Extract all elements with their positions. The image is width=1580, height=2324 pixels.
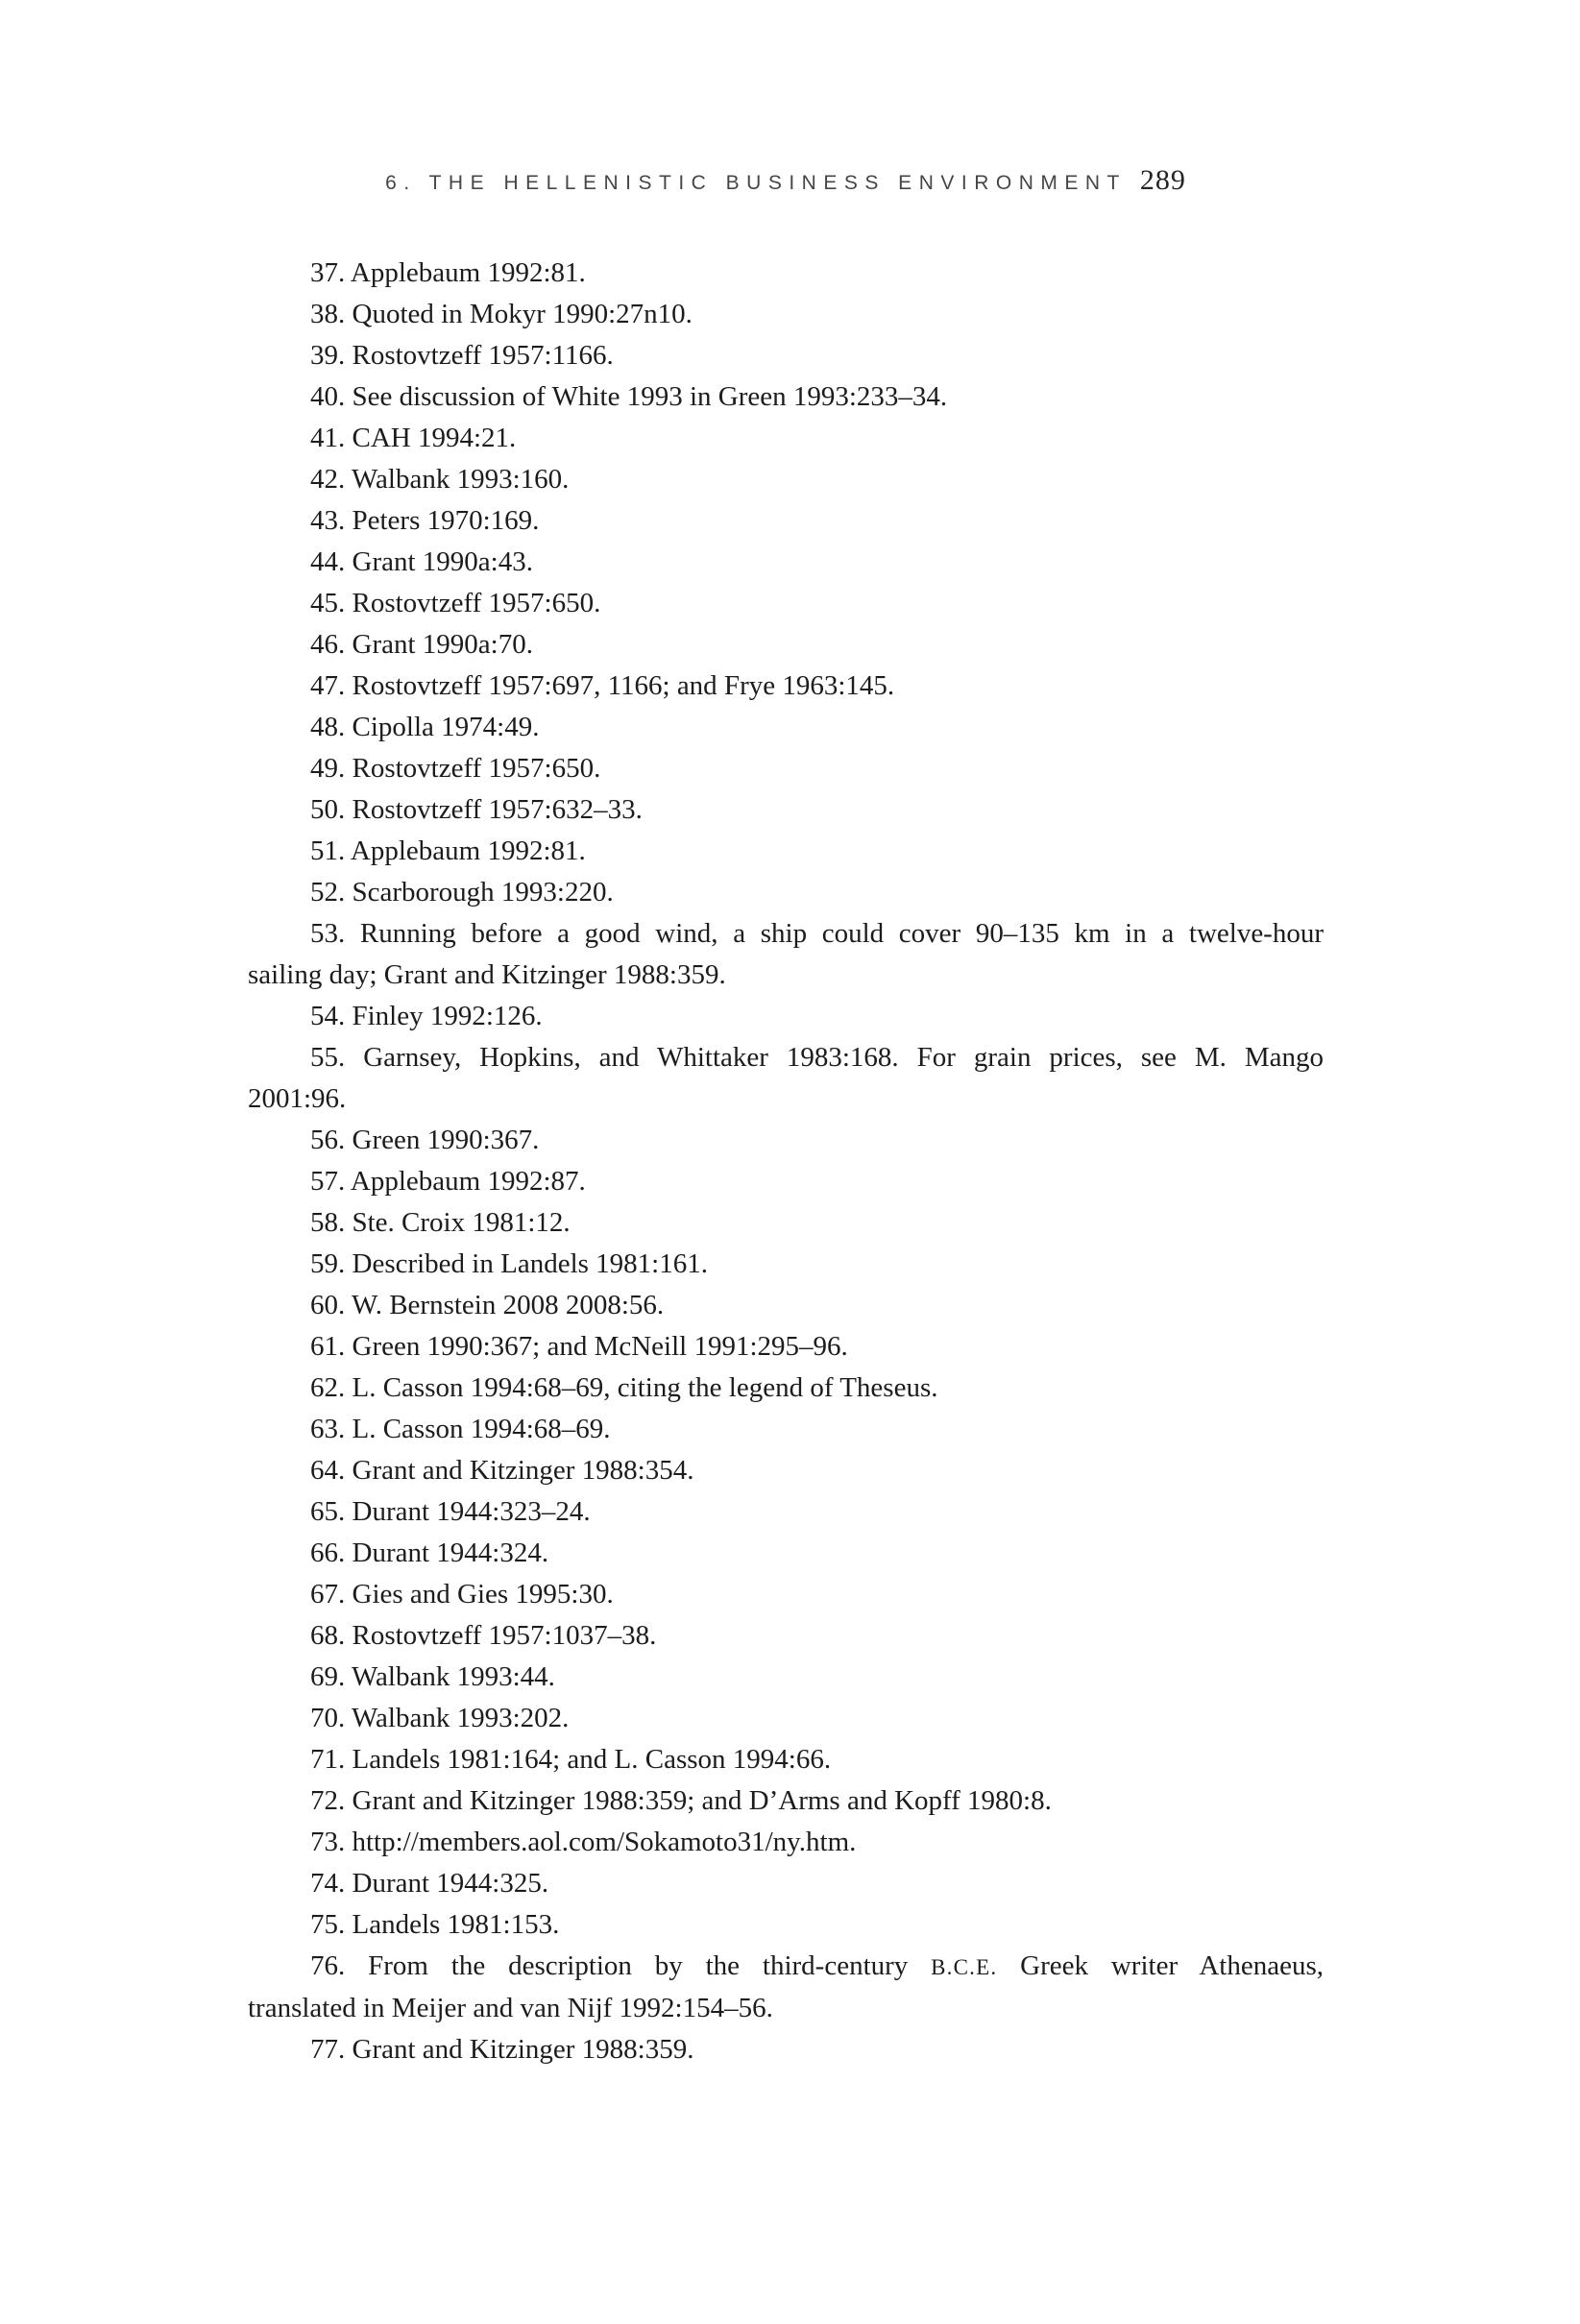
- note-line: translated in Meijer and van Nijf 1992:154–56.: [248, 1993, 773, 2023]
- footnote: [248, 1450, 1324, 1491]
- note-number: 70.: [310, 1703, 346, 1733]
- note-number: 44.: [310, 546, 346, 577]
- note-line: 42. Walbank 1993:160.: [310, 464, 570, 495]
- note-line: 43. Peters 1970:169.: [310, 505, 540, 536]
- note-line: 60. W. Bernstein 2008 2008:56.: [310, 1290, 665, 1320]
- footnote: [248, 583, 1324, 624]
- note-number: 62.: [310, 1372, 346, 1403]
- note-line: 49. Rostovtzeff 1957:650.: [310, 753, 601, 784]
- page-number: 289: [1139, 164, 1186, 196]
- note-number: 43.: [310, 505, 346, 536]
- note-line: 69. Walbank 1993:44.: [310, 1661, 555, 1692]
- note-number: 42.: [310, 464, 346, 495]
- note-number: 56.: [310, 1125, 346, 1155]
- note-line: 76. From the description by the third-century B.C.E. Greek writer Athenaeus,: [310, 1950, 1325, 1981]
- footnote: [248, 1739, 1324, 1780]
- note-line: 57. Applebaum 1992:87.: [310, 1166, 586, 1197]
- footnote: [248, 1120, 1324, 1161]
- note-line: 61. Green 1990:367; and McNeill 1991:295–96.: [310, 1331, 848, 1362]
- note-line: 56. Green 1990:367.: [310, 1125, 540, 1155]
- footnote: [248, 294, 1324, 335]
- note-number: 41.: [310, 423, 346, 453]
- footnote: [248, 1037, 1324, 1120]
- footnote: [248, 542, 1324, 583]
- note-line: 75. Landels 1981:153.: [310, 1909, 560, 1940]
- note-line: 74. Durant 1944:325.: [310, 1868, 549, 1899]
- note-number: 48.: [310, 712, 346, 742]
- footnote: [248, 1326, 1324, 1368]
- note-line: 65. Durant 1944:323–24.: [310, 1496, 591, 1527]
- footnote: [248, 1657, 1324, 1698]
- note-line: 39. Rostovtzeff 1957:1166.: [310, 340, 614, 371]
- footnote: [248, 1822, 1324, 1863]
- footnote: [248, 418, 1324, 459]
- note-line: 45. Rostovtzeff 1957:650.: [310, 588, 601, 618]
- note-line: 72. Grant and Kitzinger 1988:359; and D’Arms and Kopff 1980:8.: [310, 1785, 1052, 1816]
- footnote: [248, 1904, 1324, 1946]
- note-number: 40.: [310, 381, 346, 412]
- footnote: [248, 1491, 1324, 1533]
- note-number: 58.: [310, 1207, 346, 1238]
- note-line: 48. Cipolla 1974:49.: [310, 712, 540, 742]
- footnote: [248, 1409, 1324, 1450]
- footnote: [248, 253, 1324, 294]
- note-number: 64.: [310, 1455, 346, 1486]
- footnote: [248, 1863, 1324, 1904]
- note-line: 51. Applebaum 1992:81.: [310, 835, 586, 866]
- note-number: 55.: [310, 1042, 346, 1073]
- footnote: [248, 1285, 1324, 1326]
- footnote: [248, 996, 1324, 1037]
- note-number: 57.: [310, 1166, 346, 1197]
- footnote: [248, 913, 1324, 996]
- note-line: 40. See discussion of White 1993 in Green 1993:233–34.: [310, 381, 948, 412]
- note-number: 60.: [310, 1290, 346, 1320]
- note-line: 38. Quoted in Mokyr 1990:27n10.: [310, 299, 693, 329]
- running-head: [248, 164, 1324, 197]
- note-line: 70. Walbank 1993:202.: [310, 1703, 570, 1733]
- note-number: 49.: [310, 753, 346, 784]
- note-line: 46. Grant 1990a:70.: [310, 629, 533, 660]
- note-number: 47.: [310, 670, 346, 701]
- note-line: 62. L. Casson 1994:68–69, citing the legend of Theseus.: [310, 1372, 938, 1403]
- note-line: 77. Grant and Kitzinger 1988:359.: [310, 2034, 694, 2065]
- note-number: 66.: [310, 1537, 346, 1568]
- note-line: 59. Described in Landels 1981:161.: [310, 1248, 708, 1279]
- note-number: 76.: [310, 1950, 346, 1981]
- note-line: 63. L. Casson 1994:68–69.: [310, 1414, 611, 1444]
- note-number: 38.: [310, 299, 346, 329]
- footnote: [248, 2029, 1324, 2070]
- era-abbreviation: B.C.E.: [931, 1955, 998, 1979]
- note-number: 67.: [310, 1579, 346, 1610]
- note-number: 68.: [310, 1620, 346, 1651]
- note-number: 74.: [310, 1868, 346, 1899]
- note-line: 64. Grant and Kitzinger 1988:354.: [310, 1455, 694, 1486]
- note-line: 58. Ste. Croix 1981:12.: [310, 1207, 571, 1238]
- note-line: 54. Finley 1992:126.: [310, 1001, 543, 1031]
- note-number: 54.: [310, 1001, 346, 1031]
- note-line: 73. http://members.aol.com/Sokamoto31/ny.htm.: [310, 1827, 857, 1857]
- note-line: 37. Applebaum 1992:81.: [310, 257, 586, 288]
- footnote: [248, 707, 1324, 748]
- note-number: 77.: [310, 2034, 346, 2065]
- footnote: [248, 1698, 1324, 1739]
- note-line: 50. Rostovtzeff 1957:632–33.: [310, 794, 643, 825]
- note-number: 72.: [310, 1785, 346, 1816]
- footnote: [248, 1780, 1324, 1822]
- note-number: 50.: [310, 794, 346, 825]
- footnote: [248, 666, 1324, 707]
- note-number: 61.: [310, 1331, 346, 1362]
- note-line: 67. Gies and Gies 1995:30.: [310, 1579, 614, 1610]
- note-number: 65.: [310, 1496, 346, 1527]
- footnote: [248, 789, 1324, 831]
- note-number: 59.: [310, 1248, 346, 1279]
- note-line: 2001:96.: [248, 1083, 347, 1114]
- note-number: 69.: [310, 1661, 346, 1692]
- footnote: [248, 1368, 1324, 1409]
- note-number: 45.: [310, 588, 346, 618]
- note-number: 37.: [310, 257, 346, 288]
- footnote: [248, 1533, 1324, 1574]
- note-number: 75.: [310, 1909, 346, 1940]
- footnote: [248, 624, 1324, 666]
- footnote: [248, 1946, 1324, 2029]
- note-number: 63.: [310, 1414, 346, 1444]
- endnotes-list: [248, 253, 1324, 2070]
- footnote: [248, 1202, 1324, 1244]
- note-number: 73.: [310, 1827, 346, 1857]
- note-line: 53. Running before a good wind, a ship could cover 90–135 km in a twelve-hour: [310, 918, 1325, 949]
- footnote: [248, 376, 1324, 418]
- footnote: [248, 872, 1324, 913]
- note-line: 71. Landels 1981:164; and L. Casson 1994:66.: [310, 1744, 832, 1775]
- footnote: [248, 1161, 1324, 1202]
- note-line: 55. Garnsey, Hopkins, and Whittaker 1983:168. For grain prices, see M. Mango: [310, 1042, 1325, 1073]
- note-line: 41. CAH 1994:21.: [310, 423, 517, 453]
- note-number: 52.: [310, 877, 346, 908]
- footnote: [248, 748, 1324, 789]
- note-number: 46.: [310, 629, 346, 660]
- footnote: [248, 459, 1324, 500]
- footnote: [248, 1615, 1324, 1657]
- chapter-title: 6. THE HELLENISTIC BUSINESS ENVIRONMENT: [385, 172, 1127, 194]
- footnote: [248, 500, 1324, 542]
- note-number: 71.: [310, 1744, 346, 1775]
- note-line: 52. Scarborough 1993:220.: [310, 877, 614, 908]
- note-number: 51.: [310, 835, 346, 866]
- note-number: 53.: [310, 918, 346, 949]
- footnote: [248, 831, 1324, 872]
- note-line: 47. Rostovtzeff 1957:697, 1166; and Frye 1963:145.: [310, 670, 895, 701]
- note-line: 68. Rostovtzeff 1957:1037–38.: [310, 1620, 657, 1651]
- note-line: 44. Grant 1990a:43.: [310, 546, 533, 577]
- note-line: sailing day; Grant and Kitzinger 1988:359.: [248, 959, 726, 990]
- footnote: [248, 1244, 1324, 1285]
- footnote: [248, 335, 1324, 376]
- note-line: 66. Durant 1944:324.: [310, 1537, 549, 1568]
- footnote: [248, 1574, 1324, 1615]
- note-number: 39.: [310, 340, 346, 371]
